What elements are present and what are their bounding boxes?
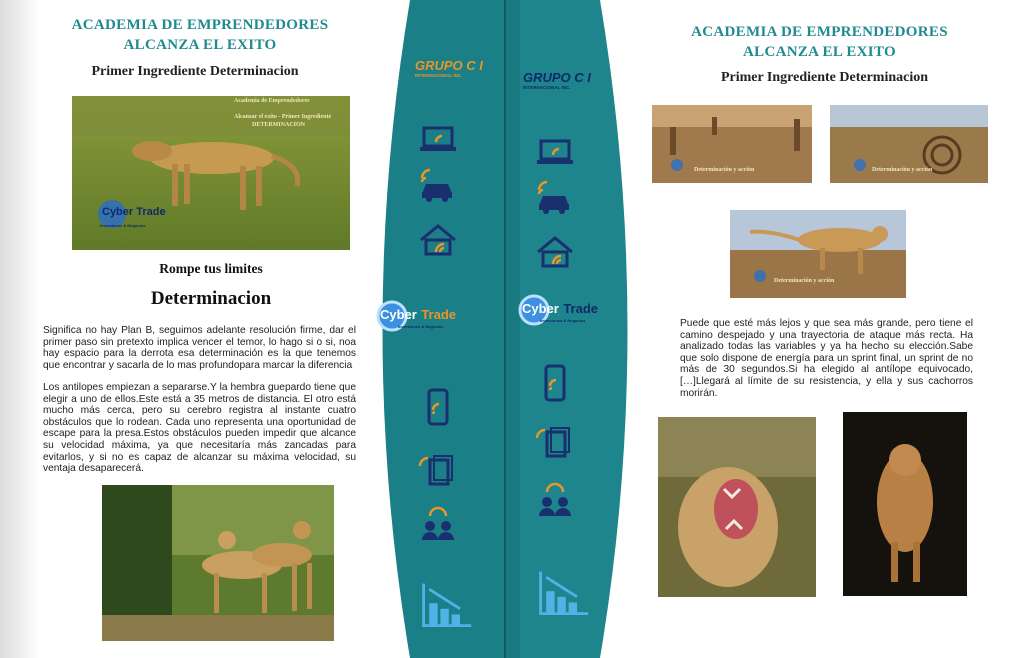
cyber-trade-logo-left: Cyber Trade Inversiones & Negocios <box>380 306 456 329</box>
antelopes-photo: Determinación y acción <box>652 105 812 183</box>
chart-down-icon <box>535 566 591 627</box>
left-paragraph-1: Significa no hay Plan B, seguimos adelante resolución firme, dar el primer paso sin pretexto implica vencer el temor, lo hago si o si, noa hay espacio para la derrota esa determinación es la que tenemos que encontrar y sacarla de lo mas profundopara marcar la diferencia <box>43 325 356 371</box>
documents-wifi-icon <box>535 424 575 469</box>
laptop-wifi-icon <box>418 122 458 167</box>
heading-small: Rompe tus limites <box>159 261 263 276</box>
leopard-walking-photo <box>843 412 967 596</box>
car-wifi-icon <box>535 180 575 225</box>
phone-wifi-icon <box>418 388 458 433</box>
right-subtitle: Primer Ingrediente Determinacion <box>720 70 929 85</box>
leopard-roaring-photo <box>658 417 816 597</box>
right-title: ACADEMIA DE EMPRENDEDORES ALCANZA EL EXITO <box>691 24 948 60</box>
car-wifi-icon <box>418 168 458 213</box>
grupo-logo-right: GRUPO C I INTERNACIONAL INC. <box>523 70 591 90</box>
hunt-photo: Determinación y acción <box>830 105 988 183</box>
left-title: ACADEMIA DE EMPRENDEDORES ALCANZA EL EXITO <box>71 17 329 53</box>
house-wifi-icon <box>535 234 575 279</box>
heading-big: Determinacion <box>150 288 272 309</box>
photo-logo: Cyber Trade <box>102 206 166 218</box>
people-wifi-icon <box>418 506 458 551</box>
documents-wifi-icon <box>418 452 458 497</box>
laptop-wifi-icon <box>535 135 575 180</box>
cyber-trade-logo-right: Cyber Trade Inversiones & Negocios <box>522 300 598 323</box>
people-wifi-icon <box>535 482 575 527</box>
left-subtitle: Primer Ingrediente Determinacion <box>91 64 299 79</box>
grupo-logo-left: GRUPO C I INTERNACIONAL INC. <box>415 58 483 78</box>
house-wifi-icon <box>418 222 458 267</box>
left-paragraph-2: Los antilopes empiezan a separarse.Y la hembra guepardo tiene que elegir a uno de ellos.Este está a 35 metros de distancia. El otro está mucho más cerca, pero su cerebro registra al instante cuatro obstáculos que lo rodean. Cada uno representa una oportunidad de escape para la presa.Estos obstáculos pueden impedir que alcance su velocidad máxima, ya que necesitaría más zancadas para evitarlos, y si no es capaz de alcanzar su máxima velocidad, su ventaja desaparecerá. <box>43 382 356 475</box>
right-paragraph: Puede que esté más lejos y que sea más grande, pero tiene el camino despejado y una trayectoria de ataque más recta. Ha analizado todas las variables y ya ha hecho su elección.Sabe que solo dispone de energía para un sprint final, un sprint de no más de 30 segundos.Si ha elegido al antílope equivocado,[…]Llegará al límite de su resistencia, y ella y sus cachorros morirán. <box>680 318 973 399</box>
cheetah-walking-photo: Academia de Emprendedores Alcanzar el exito - Primer Ingrediente DETERMINACION Cyber Trade Inversiones & Negocios <box>72 96 350 250</box>
cheetah-sprint-photo: Determinación y acción <box>730 210 906 298</box>
phone-wifi-icon <box>535 364 575 409</box>
two-cheetahs-photo <box>102 485 334 641</box>
chart-down-icon <box>418 578 474 639</box>
